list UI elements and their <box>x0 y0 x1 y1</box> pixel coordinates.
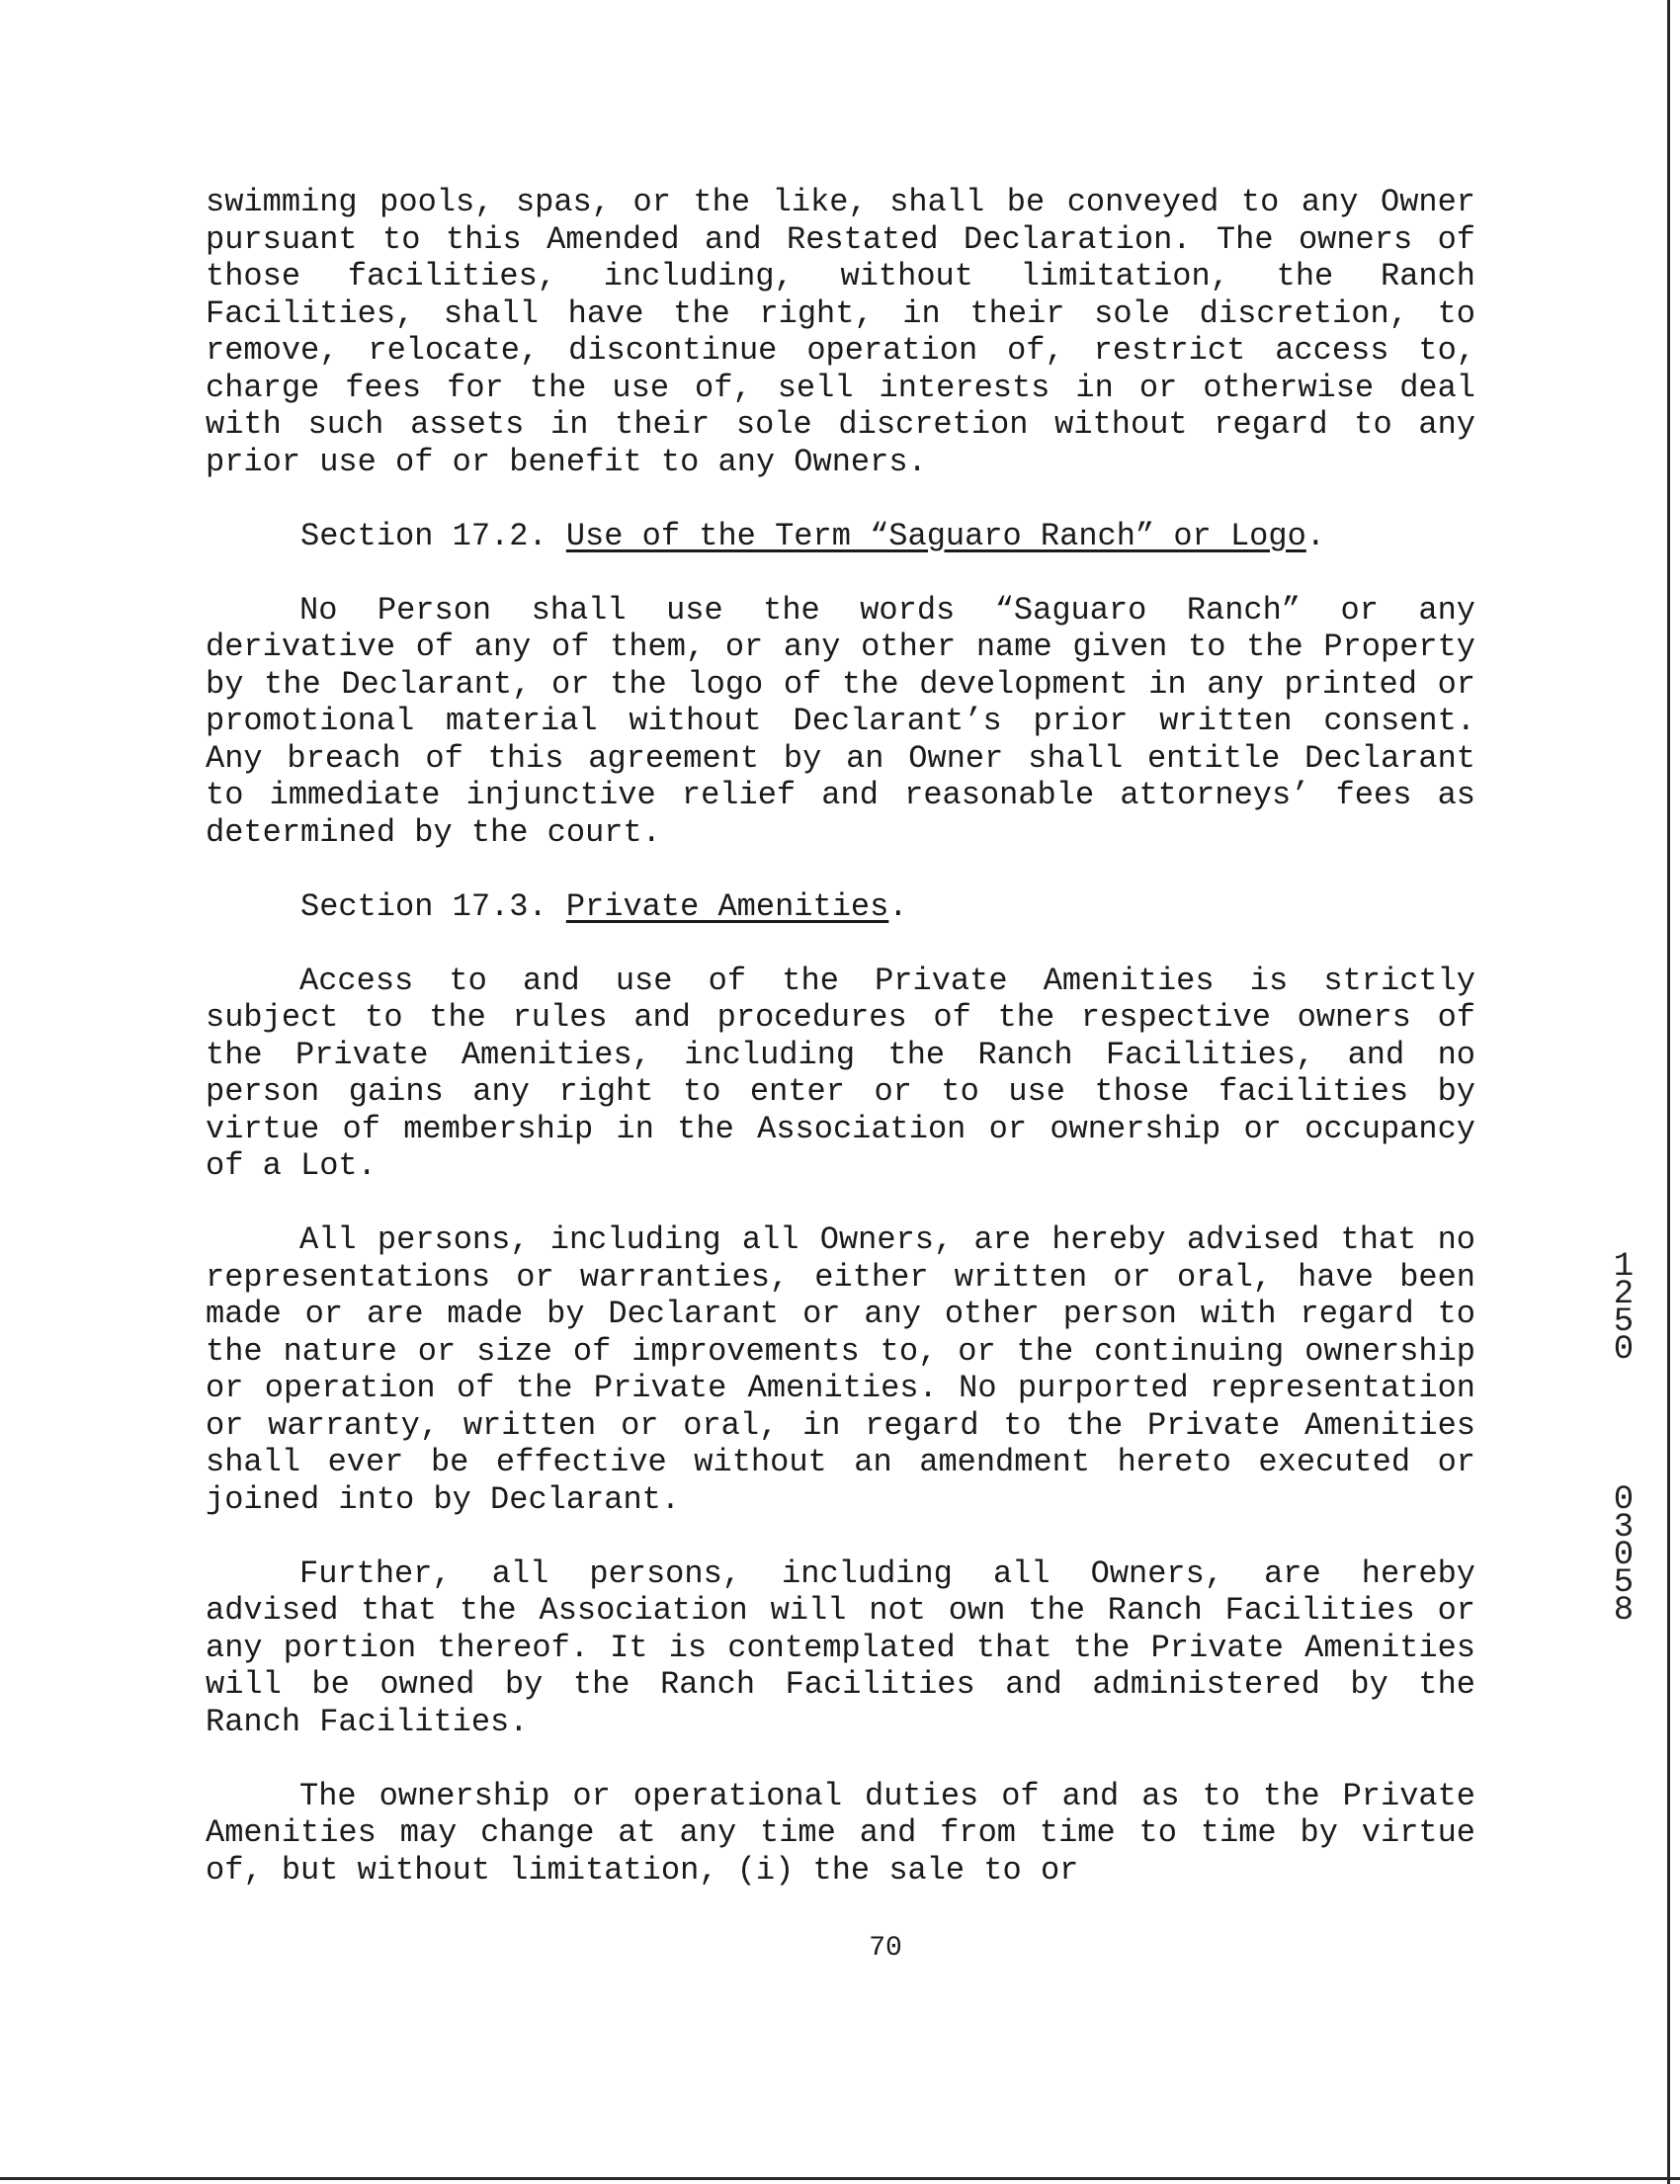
spacer <box>206 1740 1475 1778</box>
section-17-3-number: Section 17.3. <box>300 887 547 925</box>
page-number: 70 <box>869 1933 902 1964</box>
paragraph-6: The ownership or operational duties of and as to the Private Amenities may change at any time and from time to time by virtue of, but without limitation, (i) the sale to or <box>206 1777 1475 1889</box>
section-17-3-heading <box>206 888 1475 926</box>
page-edge-bottom <box>0 2177 1680 2180</box>
paragraph-1: swimming pools, spas, or the like, shall be conveyed to any Owner pursuant to this Amended and Restated Declaration. The owners of those facilities, including, without limitation, the Ranch Facilities, shall have the right, in their sole discretion, to remove, relocate, discontinue operation of, restrict access to, charge fees for the use of, sell interests in or otherwise deal with such assets in their sole discretion without regard to any prior use of or benefit to any Owners. <box>206 184 1475 480</box>
document-body <box>206 184 1475 1889</box>
paragraph-2: No Person shall use the words “Saguaro Ranch” or any derivative of any of them, or any other name given to the Property by the Declarant, or the logo of the development in any printed or promotional material without Declarant’s prior written consent. Any breach of this agreement by an Owner shall entitle Declarant to immediate injunctive relief and reasonable attorneys’ fees as determined by the court. <box>206 591 1475 851</box>
paragraph-3: Access to and use of the Private Amenities is strictly subject to the rules and procedures of the respective owners of the Private Amenities, including the Ranch Facilities, and no person gains any right to enter or to use those facilities by virtue of membership in the Association or ownership or occupancy of a Lot. <box>206 962 1475 1184</box>
spacer <box>206 851 1475 888</box>
recording-stamp-part-2: 03058 <box>1613 1481 1635 1630</box>
section-17-2-number: Section 17.2. <box>300 517 547 554</box>
section-17-3-period: . <box>888 887 908 925</box>
spacer <box>206 1518 1475 1555</box>
section-17-2-period: . <box>1305 517 1325 554</box>
section-17-2-heading <box>206 518 1475 555</box>
paragraph-5: Further, all persons, including all Owners, are hereby advised that the Association will not own the Ranch Facilities or any portion thereof. It is contemplated that the Private Amenities will be owned by the Ranch Facilities and administered by the Ranch Facilities. <box>206 1554 1475 1740</box>
section-17-2-title: Use of the Term “Saguaro Ranch” or Logo <box>565 517 1306 554</box>
paragraph-4: All persons, including all Owners, are hereby advised that no representations or warranties, either written or oral, have been made or are made by Declarant or any other person with regard to the nature or size of improvements to, or the continuing ownership or operation of the Private Amenities. No purported representation or warranty, written or oral, in regard to the Private Amenities shall ever be effective without an amendment hereto executed or joined into by Declarant. <box>206 1221 1475 1518</box>
page-edge-right <box>1667 0 1670 2184</box>
recording-stamp-part-1: 1250 <box>1613 1248 1635 1369</box>
spacer <box>206 480 1475 518</box>
recording-stamp <box>1609 1198 1638 1652</box>
section-17-3-title: Private Amenities <box>565 887 889 925</box>
spacer <box>206 925 1475 963</box>
spacer <box>206 1185 1475 1222</box>
spacer <box>206 554 1475 592</box>
stamp-gap <box>1609 1419 1638 1431</box>
